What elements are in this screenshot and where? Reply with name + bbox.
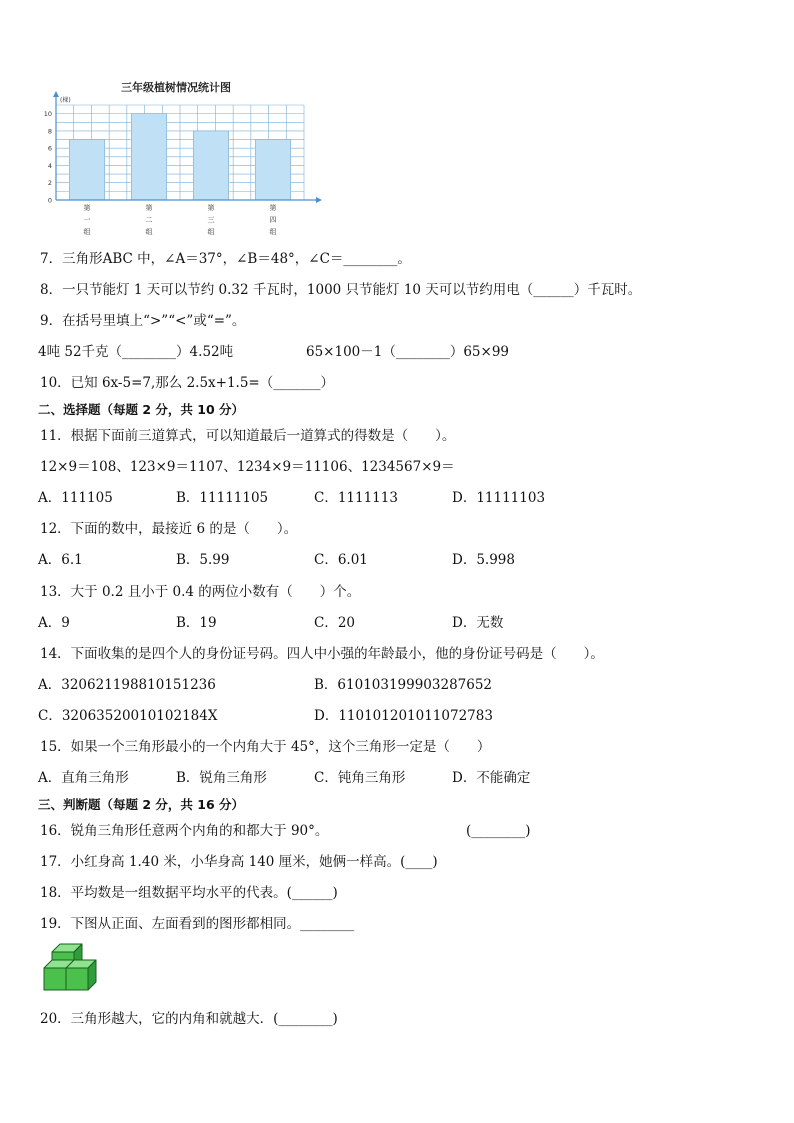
- q14-option-d: D．110101201011072783: [314, 708, 493, 724]
- y-tick-label: 8: [47, 127, 52, 136]
- question-11-expression: 12×9＝108、123×9＝1107、1234×9＝11106、1234567×9＝: [40, 459, 455, 475]
- x-axis-arrow: [316, 197, 322, 203]
- y-tick-label: 10: [43, 110, 52, 119]
- q11-option-c: C．1111113: [314, 490, 398, 506]
- question-10: 10．已知 6x-5=7,那么 2.5x+1.5=（_______）: [40, 375, 334, 391]
- q15-option-d: D．不能确定: [452, 770, 531, 786]
- chart-x-labels: [84, 203, 277, 236]
- q15-option-c: C．钝角三角形: [314, 770, 406, 786]
- y-tick-label: 4: [47, 161, 52, 170]
- y-tick-label: 0: [47, 196, 52, 205]
- q15-option-a: A．直角三角形: [38, 770, 129, 786]
- y-axis-arrow: [53, 91, 59, 97]
- question-20: 20．三角形越大，它的内角和就越大．(________): [40, 1011, 338, 1027]
- cube-stack-figure: [38, 940, 108, 998]
- question-18: 18．平均数是一组数据平均水平的代表。(______): [40, 885, 338, 901]
- question-9: 9．在括号里填上“>”“<”或“=”。: [40, 313, 246, 329]
- q12-option-c: C．6.01: [314, 552, 368, 568]
- q11-option-b: B．11111105: [176, 490, 269, 506]
- q11-option-d: D．11111103: [452, 490, 546, 506]
- chart-title: 三年级植树情况统计图: [121, 81, 231, 94]
- bar-第三组: [193, 131, 228, 200]
- question-19: 19．下图从正面、左面看到的图形都相同。________: [40, 916, 355, 932]
- question-7: 7．三角形ABC 中，∠A＝37°，∠B＝48°，∠C＝________。: [40, 251, 411, 267]
- bar-第四组: [255, 140, 290, 200]
- y-tick-label: 6: [47, 144, 52, 153]
- question-15: 15．如果一个三角形最小的一个内角大于 45°，这个三角形一定是（ ）: [40, 739, 491, 755]
- x-tick-label: 第二组: [145, 204, 153, 236]
- q12-option-b: B．5.99: [176, 552, 230, 568]
- question-16: 16．锐角三角形任意两个内角的和都大于 90°。: [40, 823, 329, 839]
- q12-option-a: A．6.1: [38, 552, 83, 568]
- y-tick-label: 2: [47, 179, 52, 188]
- question-12: 12．下面的数中，最接近 6 的是（ ）。: [40, 521, 298, 537]
- question-17: 17．小红身高 1.40 米，小华身高 140 厘米，她俩一样高。(____): [40, 854, 438, 870]
- section-2-heading: 二、选择题（每题 2 分，共 10 分）: [38, 402, 245, 417]
- q14-option-c: C．32063520010102184X: [38, 708, 218, 724]
- chart-y-ticks: [44, 110, 52, 204]
- bar-第一组: [69, 140, 104, 200]
- q11-option-a: A．111105: [38, 490, 113, 506]
- section-3-heading: 三、判断题（每题 2 分，共 16 分）: [38, 797, 245, 812]
- bar-chart: [36, 78, 336, 238]
- x-tick-label: 第三组: [207, 204, 215, 236]
- question-11: 11．根据下面前三道算式，可以知道最后一道算式的得数是（ ）。: [40, 428, 456, 444]
- question-8: 8．一只节能灯 1 天可以节约 0.32 千瓦时，1000 只节能灯 10 天可以节约用电（______）千瓦时。: [40, 282, 642, 298]
- chart-ylabel: (棵): [60, 97, 71, 104]
- q13-option-c: C．20: [314, 615, 356, 631]
- question-9-part-a: 4吨 52千克（________）4.52吨: [38, 344, 234, 360]
- bar-第二组: [131, 114, 166, 200]
- question-16-blank: (________): [466, 823, 531, 839]
- q13-option-a: A．9: [38, 615, 70, 631]
- q15-option-b: B．锐角三角形: [176, 770, 267, 786]
- q13-option-d: D．无数: [452, 615, 504, 631]
- question-9-part-b: 65×100－1（________）65×99: [306, 344, 510, 360]
- q12-option-d: D．5.998: [452, 552, 515, 568]
- q13-option-b: B．19: [176, 615, 217, 631]
- question-14: 14．下面收集的是四个人的身份证号码。四人中小强的年龄最小，他的身份证号码是（ ）。: [40, 646, 604, 662]
- x-tick-label: 第四组: [269, 204, 277, 236]
- x-tick-label: 第一组: [83, 204, 91, 236]
- q14-option-a: A．320621198810151236: [38, 677, 216, 693]
- q14-option-b: B．610103199903287652: [314, 677, 493, 693]
- question-13: 13．大于 0.2 且小于 0.4 的两位小数有（ ）个。: [40, 584, 361, 600]
